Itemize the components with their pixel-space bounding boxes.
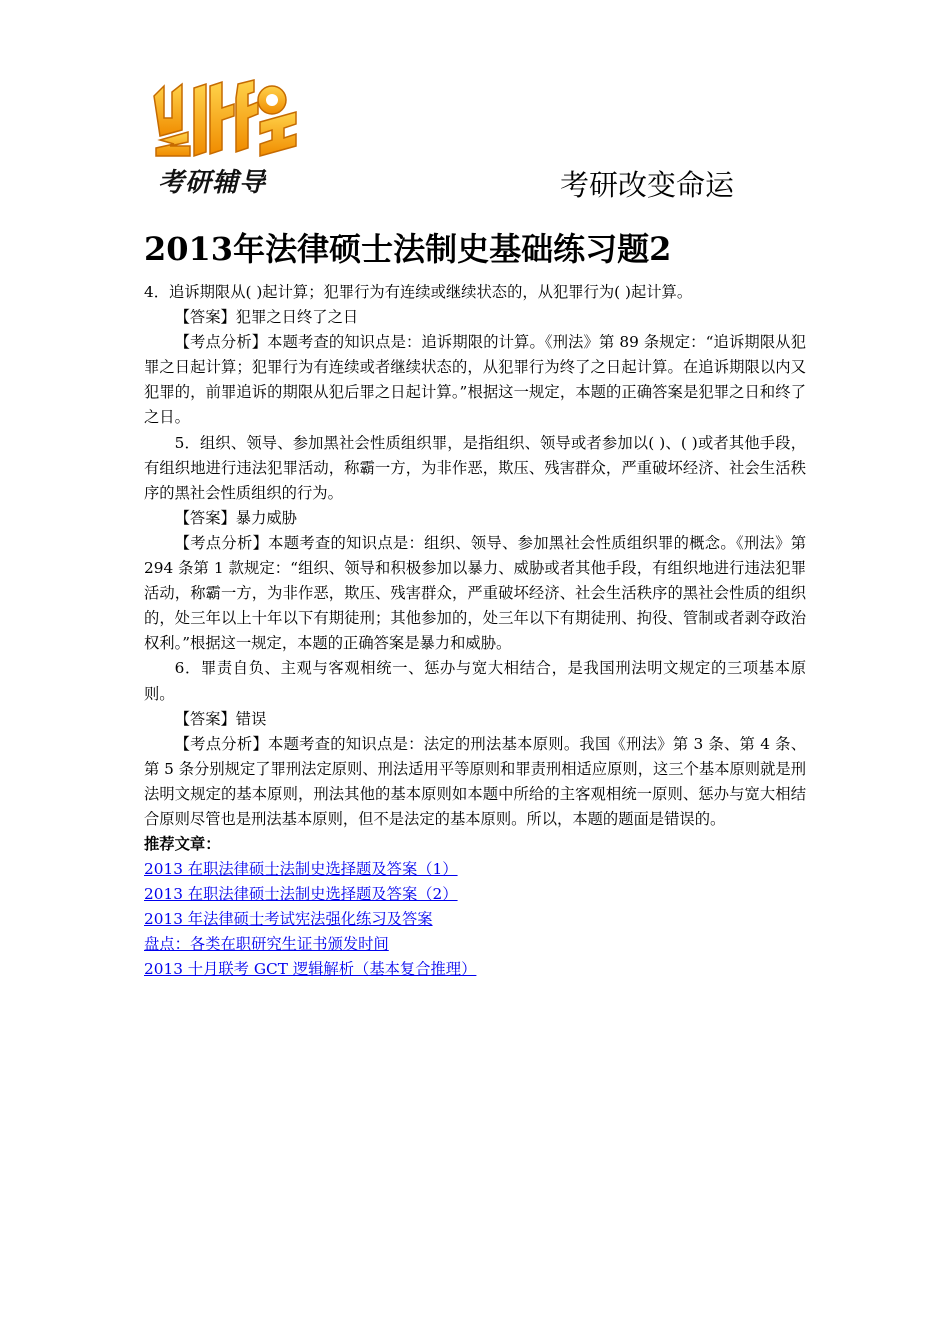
logo-mark <box>150 78 300 162</box>
page-title: 2013年法律硕士法制史基础练习题2 <box>144 230 672 268</box>
recommended-links <box>144 857 476 982</box>
brand-logo <box>150 78 300 198</box>
recommended-link-4[interactable]: 盘点：各类在职研究生证书颁发时间 <box>144 935 389 954</box>
question-6: 6．罪责自负、主观与客观相统一、惩办与宽大相结合，是我国刑法明文规定的三项基本原则。 <box>144 659 806 703</box>
recommended-link-3[interactable]: 2013 年法律硕士考试宪法强化练习及答案 <box>144 910 433 929</box>
analysis-4: 【考点分析】本题考查的知识点是：追诉期限的计算。《刑法》第 89 条规定：“追诉期限从犯罪之日起计算；犯罪行为有连续或者继续状态的，从犯罪行为终了之日起计算。在追诉期限以内又犯罪的，前罪追诉的期限从犯后罪之日起计算。”根据这一规定，本题的正确答案是犯罪之日和终了之日。 <box>144 333 806 427</box>
question-4: 4．追诉期限从( )起计算；犯罪行为有连续或继续状态的，从犯罪行为( )起计算。 <box>144 283 693 301</box>
document-body <box>144 280 806 857</box>
recommended-link-2[interactable]: 2013 在职法律硕士法制史选择题及答案（2） <box>144 885 458 904</box>
answer-5: 【答案】暴力威胁 <box>174 508 297 527</box>
recommended-heading: 推荐文章： <box>144 835 221 854</box>
recommended-link-5[interactable]: 2013 十月联考 GCT 逻辑解析（基本复合推理） <box>144 960 477 979</box>
slogan: 考研改变命运 <box>560 168 735 202</box>
analysis-5: 【考点分析】本题考查的知识点是：组织、领导、参加黑社会性质组织罪的概念。《刑法》第 294 条第 1 款规定：“组织、领导和积极参加以暴力、威胁或者其他手段，有组织地进行违法犯罪活动，称霸一方，为非作恶，欺压、残害群众，严重破坏经济、社会生活秩序的黑社会性质的组织的，处三年以上十年以下有期徒刑；其他参加的，处三年以下有期徒刑、拘役、管制或者剥夺政治权利。”根据这一规定，本题的正确答案是暴力和威胁。 <box>144 533 806 653</box>
recommended-link-1[interactable]: 2013 在职法律硕士法制史选择题及答案（1） <box>144 860 458 878</box>
answer-4: 【答案】犯罪之日终了之日 <box>174 308 359 327</box>
answer-6: 【答案】错误 <box>174 709 267 728</box>
question-5: 5．组织、领导、参加黑社会性质组织罪，是指组织、领导或者参加以( )、( )或者其他手段，有组织地进行违法犯罪活动，称霸一方，为非作恶，欺压、残害群众，严重破坏经济、社会生活秩序的黑社会性质组织的行为。 <box>144 433 806 502</box>
logo-subtitle: 考研辅导 <box>158 168 267 198</box>
analysis-6: 【考点分析】本题考查的知识点是：法定的刑法基本原则。我国《刑法》第 3 条、第 4 条、第 5 条分别规定了罪刑法定原则、刑法适用平等原则和罪责刑相适应原则，这三个基本原则就是刑法明文规定的基本原则，刑法其他的基本原则如本题中所给的主客观相统一原则、惩办与宽大相结合原则尽管也是刑法基本原则，但不是法定的基本原则。所以，本题的题面是错误的。 <box>144 734 806 828</box>
